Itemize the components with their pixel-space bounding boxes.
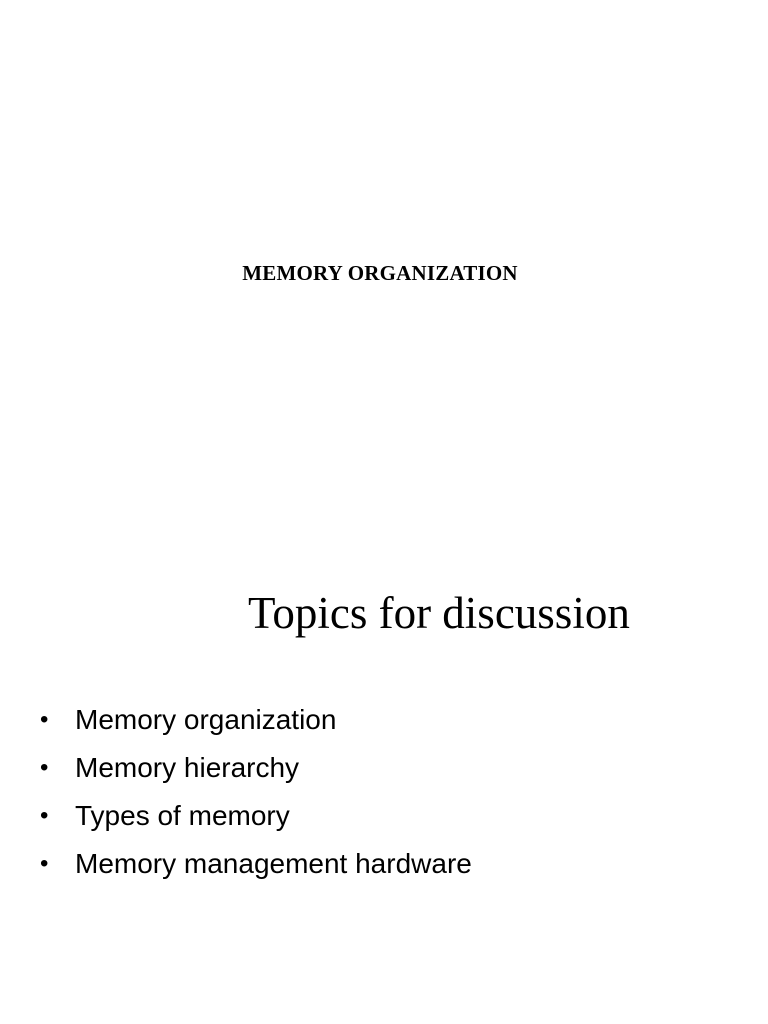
list-item: [40, 744, 472, 792]
bullet-icon: •: [40, 802, 49, 829]
list-item: [40, 792, 472, 840]
list-item: [40, 840, 472, 888]
bullet-icon: •: [40, 754, 49, 781]
topics-slide: [0, 512, 768, 1024]
topics-list: [40, 696, 472, 888]
list-item-text: Memory organization: [75, 704, 337, 735]
list-item: [40, 696, 472, 744]
bullet-icon: •: [40, 850, 49, 877]
main-title: MEMORY ORGANIZATION: [242, 261, 518, 285]
list-item-text: Memory management hardware: [75, 848, 472, 879]
list-item-text: Types of memory: [75, 800, 290, 831]
section-title: Topics for discussion: [248, 588, 630, 638]
bullet-icon: •: [40, 706, 49, 733]
list-item-text: Memory hierarchy: [75, 752, 300, 783]
